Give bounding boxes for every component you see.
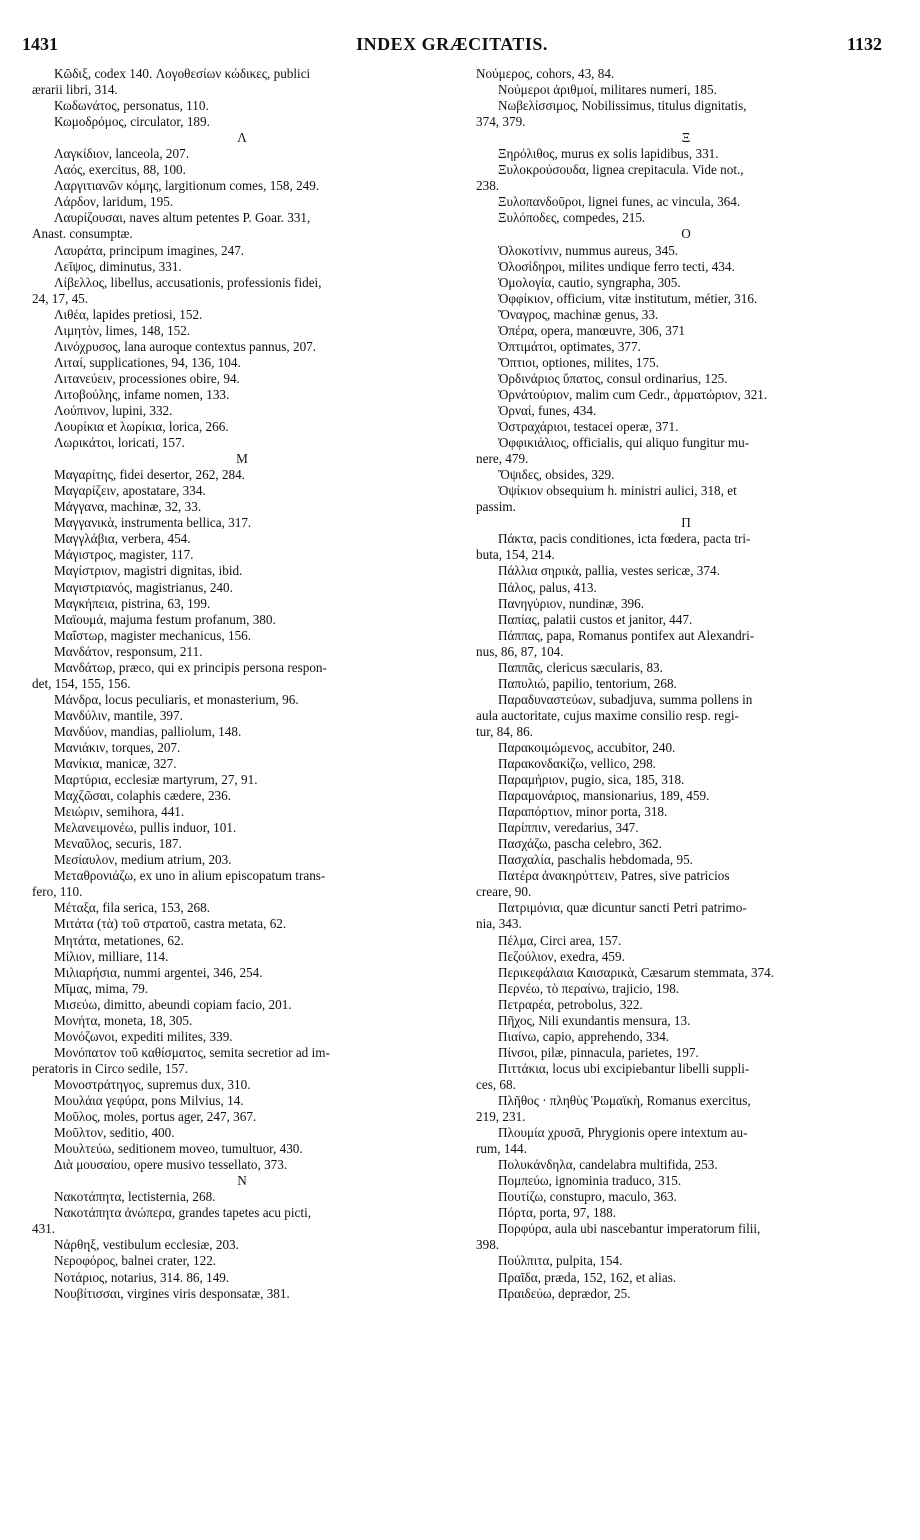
index-entry: Περικεφάλαια Καισαρικὰ, Cæsarum stemmata, 374. (498, 964, 775, 980)
index-entry: Πιαίνω, capio, apprehendo, 334. (498, 1028, 670, 1044)
index-entry-continuation: nia, 343. (476, 916, 522, 932)
index-entry-continuation: Νούμερος, cohors, 43, 84. (476, 66, 615, 81)
index-entry: Νακοτάπητα ἀνώπερα, grandes tapetes acu picti, (54, 1205, 312, 1221)
index-entry: Πετραρέα, petrobolus, 322. (498, 996, 643, 1012)
letter-section-heading: Π (681, 515, 691, 531)
index-entry: Μανδύον, mandias, palliolum, 148. (54, 723, 242, 739)
index-entry-continuation: det, 154, 155, 156. (32, 675, 131, 691)
index-entry: Πανηγύριον, nundinæ, 396. (498, 595, 645, 611)
index-entry: Λαργιτιανῶν κόμης, largitionum comes, 158, 249. (54, 178, 320, 194)
index-entry: Μελανειμονέω, pullis induor, 101. (54, 820, 237, 836)
index-entry: Λουρίκια et λωρίκια, lorica, 266. (54, 419, 229, 435)
index-entry: Λωρικάτοι, loricati, 157. (54, 435, 185, 451)
index-entry: Παρακοιμώμενος, accubitor, 240. (498, 739, 676, 755)
index-entry: Ξυλόποδες, compedes, 215. (498, 210, 646, 226)
index-entry: Μοῦλος, moles, portus ager, 247, 367. (54, 1109, 257, 1125)
index-entry: Ξυλοπανδοῦροι, lignei funes, ac vincula, 364. (498, 194, 741, 210)
index-entry: Μάνδρα, locus peculiaris, et monasterium, 96. (54, 691, 299, 707)
index-entry: Περνέω, τὸ περαίνω, trajicio, 198. (498, 980, 680, 996)
page-title: INDEX GRÆCITATIS. (356, 34, 548, 54)
index-entry: Πίνσοι, pilæ, pinnacula, parietes, 197. (498, 1044, 699, 1060)
index-entry: Παπίας, palatii custos et janitor, 447. (498, 611, 693, 627)
index-entry: Μανιάκιν, torques, 207. (54, 739, 181, 755)
index-entry: Πάλλια σηρικὰ, pallia, vestes sericæ, 374. (498, 563, 720, 579)
index-entry: Λινόχρυσος, lana auroque contextus pannus, 207. (54, 338, 317, 354)
index-entry: Μαγκήπεια, pistrina, 63, 199. (54, 595, 211, 611)
index-entry: Μανδάτον, responsum, 211. (54, 643, 203, 659)
index-entry: Μάγιστρος, magister, 117. (54, 547, 194, 563)
index-entry-continuation: Anast. consumptæ. (32, 226, 133, 242)
index-entry: Λαυρίζουσαι, naves altum petentes P. Goar. 331, (54, 210, 311, 226)
index-entry: Παρίππιν, veredarius, 347. (498, 820, 639, 836)
index-entry: Λαγκίδιον, lanceola, 207. (54, 146, 190, 162)
index-entry: Λάρδον, laridum, 195. (54, 194, 174, 210)
index-entry: Νωβελίσσιμος, Nobilissimus, titulus dignitatis, (498, 98, 747, 114)
index-entry: Μεναῦλος, securis, 187. (54, 836, 182, 852)
index-entry: Λεῖψος, diminutus, 331. (54, 258, 182, 274)
index-entry: Διὰ μουσαίου, opere musivo tessellato, 373. (54, 1157, 288, 1173)
index-entry: Πομπεύω, ignominia traduco, 315. (498, 1173, 682, 1189)
index-entry: Παραμήριον, pugio, sica, 185, 318. (498, 772, 685, 788)
index-entry: Πάκτα, pacis conditiones, icta fœdera, pacta tri- (498, 531, 751, 547)
index-entry: Πάλος, palus, 413. (498, 579, 597, 595)
index-entry: Μαΐστωρ, magister mechanicus, 156. (54, 627, 252, 643)
index-entry: Μουλάια γεφύρα, pons Milvius, 14. (54, 1093, 244, 1108)
index-entry: Πούλπιτα, pulpita, 154. (498, 1253, 623, 1269)
index-entry: Μονοστράτηγος, supremus dux, 310. (54, 1076, 251, 1092)
index-entry: Ὄπτιοι, optiones, milites, 175. (498, 354, 659, 370)
index-entry: Νοτάριος, notarius, 314. 86, 149. (54, 1269, 230, 1285)
index-entry: Ὀπτιμάτοι, optimates, 377. (498, 338, 641, 354)
index-entry: Πατριμόνια, quæ dicuntur sancti Petri patrimo- (498, 900, 747, 916)
index-entry: Μαγίστριον, magistri dignitas, ibid. (54, 563, 243, 579)
letter-section-heading: Ξ (681, 130, 691, 146)
index-entry: Πορφύρα, aula ubi nascebantur imperatorum filii, (498, 1221, 761, 1237)
index-entry: Ὀρδινάριος ὕπατος, consul ordinarius, 125. (498, 370, 728, 386)
index-entry: Ὀπέρα, opera, manœuvre, 306, 371 (498, 322, 686, 338)
index-entry: Μαγγανικὰ, instrumenta bellica, 317. (54, 515, 252, 531)
index-entry: Μιλιαρήσια, nummi argentei, 346, 254. (54, 964, 263, 980)
index-entry: Ὀστραχάριοι, testacei operæ, 371. (498, 419, 679, 435)
index-entry: Πραιδεύω, deprædor, 25. (498, 1285, 631, 1301)
index-entry: Παραδυναστεύων, subadjuva, summa pollens in (498, 691, 753, 707)
page-header (22, 34, 882, 58)
index-entry-continuation: aula auctoritate, cujus maxime consilio resp. regi- (476, 707, 739, 723)
index-entry: Ὄψιδες, obsides, 329. (498, 467, 615, 483)
letter-section-heading: Ν (237, 1173, 247, 1189)
index-entry: Μεταθρονιάζω, ex uno in alium episcopatum trans- (54, 868, 326, 884)
index-entry: Μαγαρίτης, fidei desertor, 262, 284. (54, 467, 245, 483)
index-entry: Κῶδιξ, codex 140. Λογοθεσίων κώδικες, publici (54, 66, 311, 81)
index-entry: Μειώριν, semihora, 441. (54, 804, 185, 820)
index-entry: Μαϊουμά, majuma festum profanum, 380. (54, 611, 276, 627)
index-entry: Πέλμα, Circi area, 157. (498, 932, 622, 948)
index-entry: Λιτανεύειν, processiones obire, 94. (54, 370, 240, 386)
page-number-right: 1132 (846, 34, 882, 54)
index-entry: Μανδύλιν, mantile, 397. (54, 707, 183, 723)
index-entry: Λιθέα, lapides pretiosi, 152. (54, 306, 203, 322)
index-entry-continuation: 431. (32, 1221, 56, 1237)
index-entry: Πουτίζω, constupro, maculo, 363. (498, 1189, 677, 1205)
index-entry: Μαγαρίζειν, apostatare, 334. (54, 483, 206, 499)
index-entry: Μίλιον, milliare, 114. (54, 948, 169, 964)
index-entry: Πολυκάνδηλα, candelabra multifida, 253. (498, 1157, 718, 1173)
index-entry: Μητάτα, metationes, 62. (54, 932, 184, 948)
index-entry-continuation: creare, 90. (476, 884, 532, 900)
index-entry: Νακοτάπητα, lectisternia, 268. (54, 1189, 216, 1205)
index-entry: Νουβίτισσαι, virgines viris desponsatæ, 381. (54, 1285, 290, 1301)
index-entry: Μαγγλάβια, verbera, 454. (54, 531, 191, 547)
index-entry: Ὀψίκιον obsequium h. ministri aulici, 318, et (498, 483, 737, 499)
index-entry-continuation: 398. (476, 1237, 500, 1253)
index-entry-continuation: tur, 84, 86. (476, 723, 533, 739)
index-entry: Μισεύω, dimitto, abeundi copiam facio, 201. (54, 996, 292, 1012)
index-entry: Ὁλοκοτίνιν, nummus aureus, 345. (498, 242, 679, 258)
index-entry-continuation: nus, 86, 87, 104. (476, 643, 564, 659)
index-entry: Ὄναγρος, machinæ genus, 33. (498, 306, 659, 322)
index-entry: Λιταί, supplicationes, 94, 136, 104. (54, 354, 241, 370)
letter-section-heading: Μ (236, 451, 248, 467)
index-entry: Μονόπατον τοῦ καθίσματος, semita secretior ad im- (54, 1044, 330, 1060)
index-entry: Ὀρναί, funes, 434. (498, 402, 597, 418)
page-number-left: 1431 (22, 34, 58, 54)
index-entry: Ὀφφίκιον, officium, vitæ institutum, métier, 316. (498, 290, 758, 306)
index-entry: Πόρτα, porta, 97, 188. (498, 1205, 617, 1221)
index-entry: Πασχάζω, pascha celebro, 362. (498, 836, 662, 852)
index-entry: Παπυλιώ, papilio, tentorium, 268. (498, 675, 677, 691)
index-entry-continuation: ærarii libri, 314. (32, 82, 118, 98)
index-entry-continuation: passim. (476, 499, 516, 515)
index-column-left (32, 66, 452, 1302)
index-entry: Πῆχος, Nili exundantis mensura, 13. (498, 1012, 691, 1028)
index-entry: Μεσίαυλον, medium atrium, 203. (54, 852, 232, 868)
index-entry-continuation: buta, 154, 214. (476, 547, 555, 563)
index-entry: Λίβελλος, libellus, accusationis, professionis fidei, (54, 274, 322, 290)
index-entry: Πλουμία χρυσᾶ, Phrygionis opere intextum au- (498, 1125, 748, 1141)
index-entry: Λαός, exercitus, 88, 100. (54, 162, 186, 178)
index-entry: Ξυλοκρούσουδα, lignea crepitacula. Vide not., (498, 162, 744, 178)
index-entry: Μονήτα, moneta, 18, 305. (54, 1012, 193, 1028)
index-entry: Μανδάτωρ, præco, qui ex principis persona respon- (54, 659, 327, 675)
index-entry: Μουλτεύω, seditionem moveo, tumultuor, 430. (54, 1141, 303, 1157)
index-entry-continuation: nere, 479. (476, 451, 529, 467)
index-entry: Πιττάκια, locus ubi excipiebantur libelli suppli- (498, 1060, 750, 1076)
index-entry-continuation: 374, 379. (476, 114, 526, 130)
index-entry: Ξηρόλιθος, murus ex solis lapidibus, 331. (498, 146, 719, 162)
index-entry: Μῖμας, mima, 79. (54, 980, 149, 996)
index-entry: Πάππας, papa, Romanus pontifex aut Alexandri- (498, 627, 755, 643)
letter-section-heading: Λ (237, 130, 247, 146)
index-entry: Λαυράτα, principum imagines, 247. (54, 242, 245, 258)
index-entry: Κωμοδρόμος, circulator, 189. (54, 114, 210, 130)
index-entry-continuation: 219, 231. (476, 1109, 526, 1125)
index-entry: Παππᾶς, clericus sæcularis, 83. (498, 659, 663, 675)
index-entry: Λιτοβούλης, infame nomen, 133. (54, 386, 230, 402)
index-entry-continuation: fero, 110. (32, 884, 83, 900)
index-entry: Νούμεροι ἀριθμοί, militares numeri, 185. (498, 82, 717, 98)
index-entry: Πλῆθος · πληθὺς Ῥωμαϊκὴ, Romanus exercitus, (498, 1093, 751, 1108)
index-entry: Πασχαλία, paschalis hebdomada, 95. (498, 852, 693, 868)
index-entry: Μιτάτα (τὰ) τοῦ στρατοῦ, castra metata, 62. (54, 916, 287, 932)
index-entry: Μέταξα, fila serica, 153, 268. (54, 900, 211, 916)
index-entry-continuation: 24, 17, 45. (32, 290, 89, 306)
index-entry: Νεροφόρος, balnei crater, 122. (54, 1253, 217, 1269)
index-entry-continuation: rum, 144. (476, 1141, 527, 1157)
index-entry: Μαγιστριανός, magistrianus, 240. (54, 579, 233, 595)
index-entry: Παραμονάριος, mansionarius, 189, 459. (498, 788, 710, 804)
index-entry: Πραῖδα, præda, 152, 162, et alias. (498, 1269, 677, 1285)
index-entry: Παρακονδακίζω, vellico, 298. (498, 756, 656, 772)
index-entry: Μανίκια, manicæ, 327. (54, 756, 177, 772)
index-entry: Ὁλοσίδηροι, milites undique ferro tecti, 434. (498, 258, 735, 274)
index-entry: Νάρθηξ, vestibulum ecclesiæ, 203. (54, 1237, 239, 1253)
index-entry-continuation: peratoris in Circo sedile, 157. (32, 1060, 189, 1076)
index-entry: Πεζούλιον, exedra, 459. (498, 948, 625, 964)
index-entry: Μαχζῶσαι, colaphis cædere, 236. (54, 788, 232, 804)
index-entry: Ὀφφικιάλιος, officialis, qui aliquo fungitur mu- (498, 435, 750, 451)
index-entry: Πατέρα ἀνακηρύττειν, Patres, sive patricios (498, 868, 730, 884)
index-entry: Μονόζωνοι, expediti milites, 339. (54, 1028, 233, 1044)
index-column-right (476, 66, 896, 1302)
index-entry-continuation: 238. (476, 178, 500, 194)
index-entry: Μοῦλτον, seditio, 400. (54, 1125, 175, 1141)
index-entry: Κωδωνάτος, personatus, 110. (54, 98, 209, 114)
index-entry: Μάγγανα, machinæ, 32, 33. (54, 499, 202, 515)
letter-section-heading: Ο (681, 226, 691, 242)
index-entry: Παραπόρτιον, minor porta, 318. (498, 804, 668, 820)
index-entry: Λιμητὸν, limes, 148, 152. (54, 322, 191, 338)
index-entry: Ὁμολογία, cautio, syngrapha, 305. (498, 274, 681, 290)
index-entry: Λούπινον, lupini, 332. (54, 402, 173, 418)
index-entry: Μαρτύρια, ecclesiæ martyrum, 27, 91. (54, 772, 258, 788)
index-entry: Ὀρνάτούριον, malim cum Cedr., ἁρματώριον, 321. (498, 386, 768, 402)
index-entry-continuation: ces, 68. (476, 1076, 516, 1092)
